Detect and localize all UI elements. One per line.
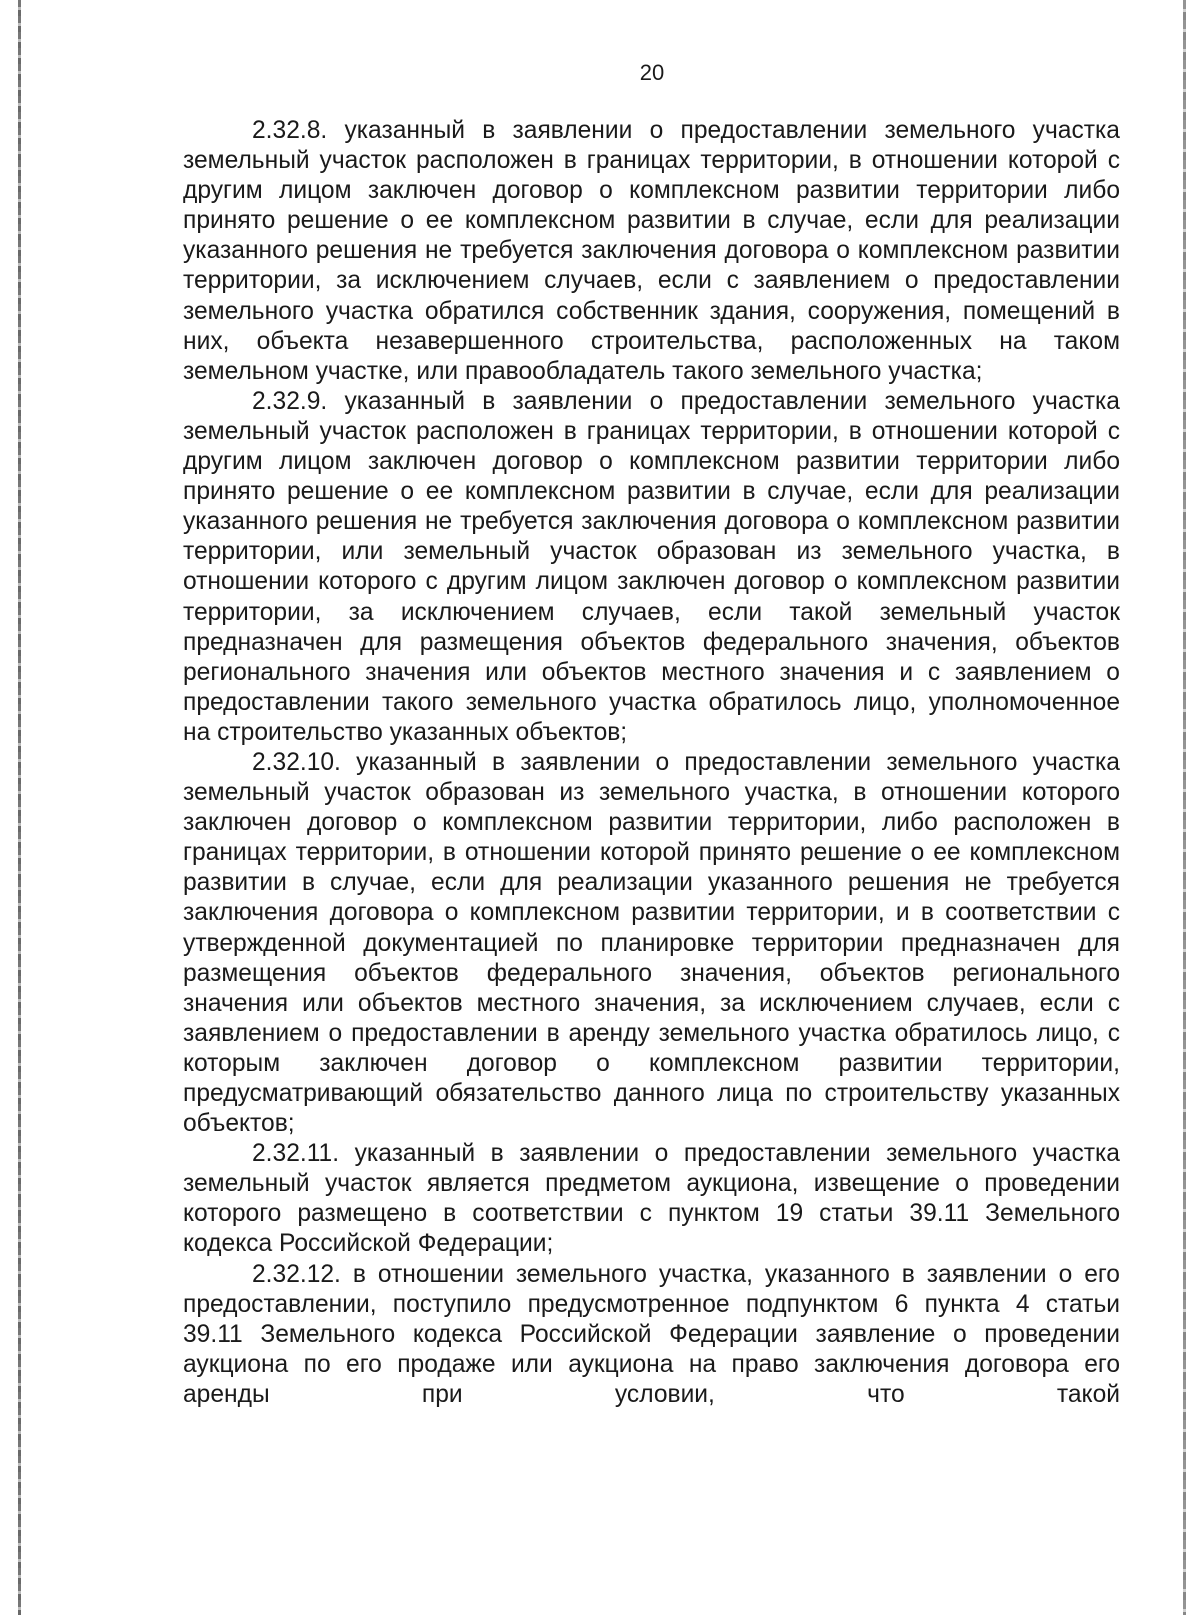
paragraph-number: 2.32.10.: [252, 748, 341, 776]
paragraph-2-32-10: [183, 748, 1120, 1139]
paragraph-text: указанный в заявлении о предоставлении земельного участка земельный участок является предметом аукциона, извещение о проведении которого размещено в соответствии с пунктом 19 статьи 39.11 Земельного кодекса Российской Федерации;: [183, 1140, 1120, 1258]
scan-border-left: [18, 0, 21, 1615]
page-number: 20: [639, 60, 665, 85]
paragraph-2-32-11: [183, 1139, 1120, 1259]
paragraph-number: 2.32.8.: [252, 117, 328, 144]
paragraph-2-32-12: [183, 1260, 1120, 1410]
paragraph-text: указанный в заявлении о предоставлении земельного участка земельный участок расположен в границах территории, в отношении которой с другим лицом заключен договор о комплексном развитии территории либо принято решение о ее комплексном развитии в случае, если для реализации указанного решения не требуется заключения договора о комплексном развитии территории, или земельный участок образован из земельного участка, в отношении которого с другим лицом заключен договор о комплексном развитии территории, за исключением случаев, если такой земельный участок предназначен для размещения объектов федерального значения, объектов регионального значения или объектов местного значения и с заявлением о предоставлении такого земельного участка обратилось лицо, уполномоченное на строительство указанных объектов;: [183, 387, 1120, 746]
paragraph-2-32-9: [183, 387, 1120, 748]
paragraph-number: 2.32.12.: [252, 1260, 341, 1288]
paragraph-text: в отношении земельного участка, указанного в заявлении о его предоставлении, поступило предусмотренное подпунктом 6 пункта 4 статьи 39.11 Земельного кодекса Российской Федерации заявление о проведении аукциона по его продаже или аукциона на право заключения договора его аренды при условии, что такой: [183, 1260, 1120, 1408]
paragraph-2-32-8: [183, 116, 1120, 387]
document-body: [183, 116, 1120, 1410]
scan-border-right: [1183, 0, 1186, 1615]
paragraph-text: указанный в заявлении о предоставлении земельного участка земельный участок образован из земельного участка, в отношении которого заключен договор о комплексном развитии территории, либо расположен в границах территории, в отношении которой принято решение о ее комплексном развитии в случае, если для реализации указанного решения не требуется заключения договора о комплексном развитии территории, и в соответствии с утвержденной документацией по планировке территории предназначен для размещения объектов федерального значения, объектов регионального значения или объектов местного значения, за исключением случаев, если с заявлением о предоставлении в аренду земельного участка обратилось лицо, с которым заключен договор о комплексном развитии территории, предусматривающий обязательство данного лица по строительству указанных объектов;: [183, 748, 1120, 1138]
paragraph-text: указанный в заявлении о предоставлении земельного участка земельный участок расположен в границах территории, в отношении которой с другим лицом заключен договор о комплексном развитии территории либо принято решение о ее комплексном развитии в случае, если для реализации указанного решения не требуется заключения договора о комплексном развитии территории, за исключением случаев, если с заявлением о предоставлении земельного участка обратился собственник здания, сооружения, помещений в них, объекта незавершенного строительства, расположенных на таком земельном участке, или правообладатель такого земельного участка;: [183, 117, 1120, 385]
paragraph-number: 2.32.9.: [252, 387, 328, 415]
paragraph-number: 2.32.11.: [252, 1140, 340, 1168]
